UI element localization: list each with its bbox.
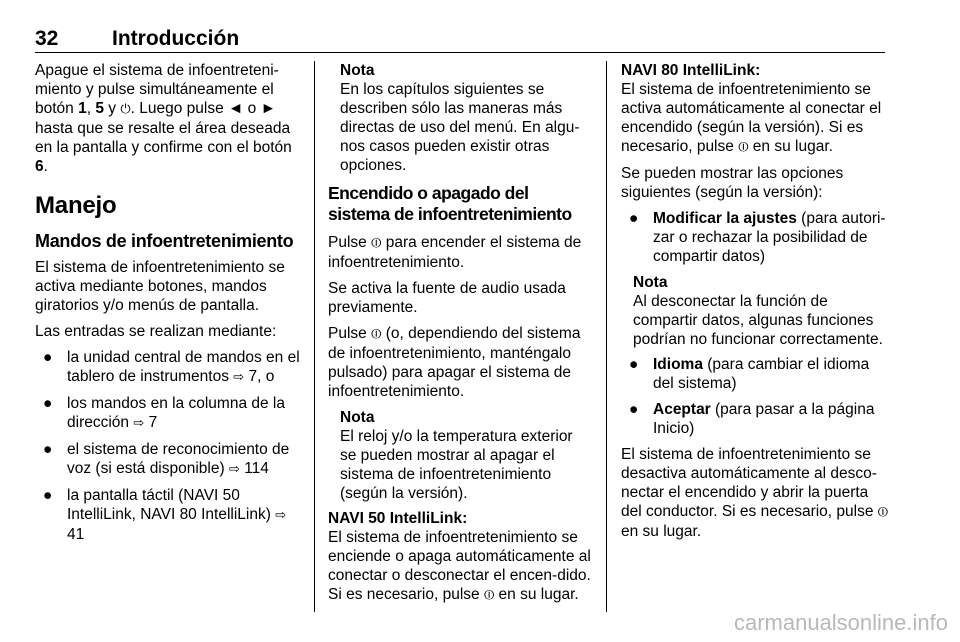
- page-reference[interactable]: 114: [244, 460, 269, 477]
- navi80-label: NAVI 80 IntelliLink:: [621, 62, 761, 79]
- watermark: carmanualsonline.info: [733, 610, 948, 635]
- note-text: En los capítulos siguientes se describen sólo las maneras más directas de uso del menú. En algu-nos casos pueden existir otras opciones.: [340, 81, 580, 174]
- paragraph: El sistema de infoentretenimiento se desactiva automáticamente al desco-nectar el encendido y abrir la puerta del conductor. Si es necesario, pulse ⏼ en su lugar.: [621, 446, 889, 540]
- note-text: Al desconectar la función de compartir datos, algunas funciones podrían no funcionar correctamente.: [633, 293, 883, 348]
- intro-paragraph: Apague el sistema de infoentreteni-miento y pulse simultáneamente el botón 1, 5 y ⏻. Luego pulse ◄ o ► hasta que se resalte el área deseada en la pantalla y confirme con el botón 6.: [35, 62, 292, 175]
- options-list: [621, 209, 889, 266]
- column-3: [621, 61, 889, 548]
- paragraph: Se pueden mostrar las opciones siguientes (según la versión):: [621, 165, 844, 201]
- options-list: [621, 355, 889, 438]
- bullet-icon: ●: [43, 487, 53, 504]
- reference-arrow-icon: ⇨: [233, 370, 245, 385]
- paragraph: Se activa la fuente de audio usada previamente.: [328, 280, 566, 316]
- reference-arrow-icon: ⇨: [228, 462, 240, 477]
- note-block: [328, 61, 593, 175]
- note-label: Nota: [633, 274, 668, 291]
- paragraph: Pulse ⏼ para encender el sistema de infoentretenimiento.: [328, 234, 582, 271]
- power-icon: ⏼: [877, 505, 889, 520]
- list-item: ● Aceptar (para pasar a la página Inicio): [629, 401, 875, 437]
- column-1: [35, 61, 300, 551]
- paragraph: El sistema de infoentretenimiento se activa mediante botones, mandos giratorios y/o menús de pantalla.: [35, 259, 285, 314]
- page-number: 32: [35, 27, 59, 50]
- bullet-icon: ●: [629, 401, 639, 418]
- reference-arrow-icon: ⇨: [133, 416, 145, 431]
- list-item: ● Idioma (para cambiar el idioma del sistema): [629, 356, 870, 392]
- note-block: [328, 408, 593, 503]
- power-icon: ⏼: [483, 588, 495, 603]
- bullet-icon: ●: [629, 356, 639, 373]
- list-item: ● el sistema de reconocimiento de voz (si está disponible) ⇨ 114: [43, 441, 290, 477]
- navi50-label: NAVI 50 IntelliLink:: [328, 510, 468, 527]
- column-divider-1: [314, 61, 315, 612]
- list-item: ● Modificar la ajustes (para autori-zar o rechazar la posibilidad de compartir datos): [629, 210, 886, 265]
- reference-arrow-icon: ⇨: [275, 508, 287, 523]
- note-block: [621, 273, 889, 349]
- navi50-text: El sistema de infoentretenimiento se enciende o apaga automáticamente al conectar o desconectar el encen-dido. Si es necesario, pulse ⏼ en su lugar.: [328, 529, 591, 603]
- list-item: ● los mandos en la columna de la dirección ⇨ 7: [43, 395, 285, 431]
- bullet-icon: ●: [43, 441, 53, 458]
- navi80-block: NAVI 80 IntelliLink: El sistema de infoentretenimiento se activa automáticamente al conectar el encendido (según la versión). Si es necesario, pulse ⏼ en su lugar.: [621, 62, 882, 155]
- power-icon: ⏼: [371, 327, 382, 342]
- bullet-icon: ●: [43, 349, 53, 366]
- heading-encendido-apagado: Encendido o apagado del sistema de infoentretenimiento: [328, 183, 572, 224]
- list-item: ● la pantalla táctil (NAVI 50 IntelliLink, NAVI 80 IntelliLink) ⇨ 41: [43, 487, 287, 543]
- input-methods-list: [35, 348, 300, 544]
- option-label: Modificar la ajustes: [653, 210, 797, 227]
- power-icon: ⏼: [371, 236, 382, 251]
- column-divider-2: [606, 61, 607, 612]
- section-heading-manejo: Manejo: [35, 192, 117, 219]
- bullet-icon: ●: [629, 210, 639, 227]
- option-label: Aceptar: [653, 401, 711, 418]
- note-text: El reloj y/o la temperatura exterior se pueden mostrar al apagar el sistema de infoentretenimiento (según la versión).: [340, 428, 573, 502]
- page-reference[interactable]: 41: [67, 526, 85, 543]
- subheading-mandos: Mandos de infoentretenimiento: [35, 231, 294, 251]
- header-rule: [35, 52, 885, 53]
- navi50-block: [328, 509, 593, 605]
- power-icon: ⏼: [738, 140, 749, 155]
- note-label: Nota: [340, 409, 375, 426]
- page-section-title: Introducción: [112, 27, 240, 50]
- page-header: [35, 27, 885, 51]
- paragraph: Pulse ⏼ (o, dependiendo del sistema de infoentretenimiento, manténgalo pulsado) para apagar el sistema de infoentretenimiento.: [328, 325, 581, 400]
- page-reference[interactable]: 7: [148, 414, 158, 431]
- list-item: ● la unidad central de mandos en el tablero de instrumentos ⇨ 7, o: [43, 349, 300, 385]
- column-2: [328, 61, 593, 611]
- paragraph: Las entradas se realizan mediante:: [35, 323, 277, 340]
- note-label: Nota: [340, 62, 375, 79]
- page-reference[interactable]: 7, o: [248, 368, 275, 385]
- power-icon: ⏻: [120, 102, 131, 117]
- option-label: Idioma: [653, 356, 703, 373]
- bullet-icon: ●: [43, 395, 53, 412]
